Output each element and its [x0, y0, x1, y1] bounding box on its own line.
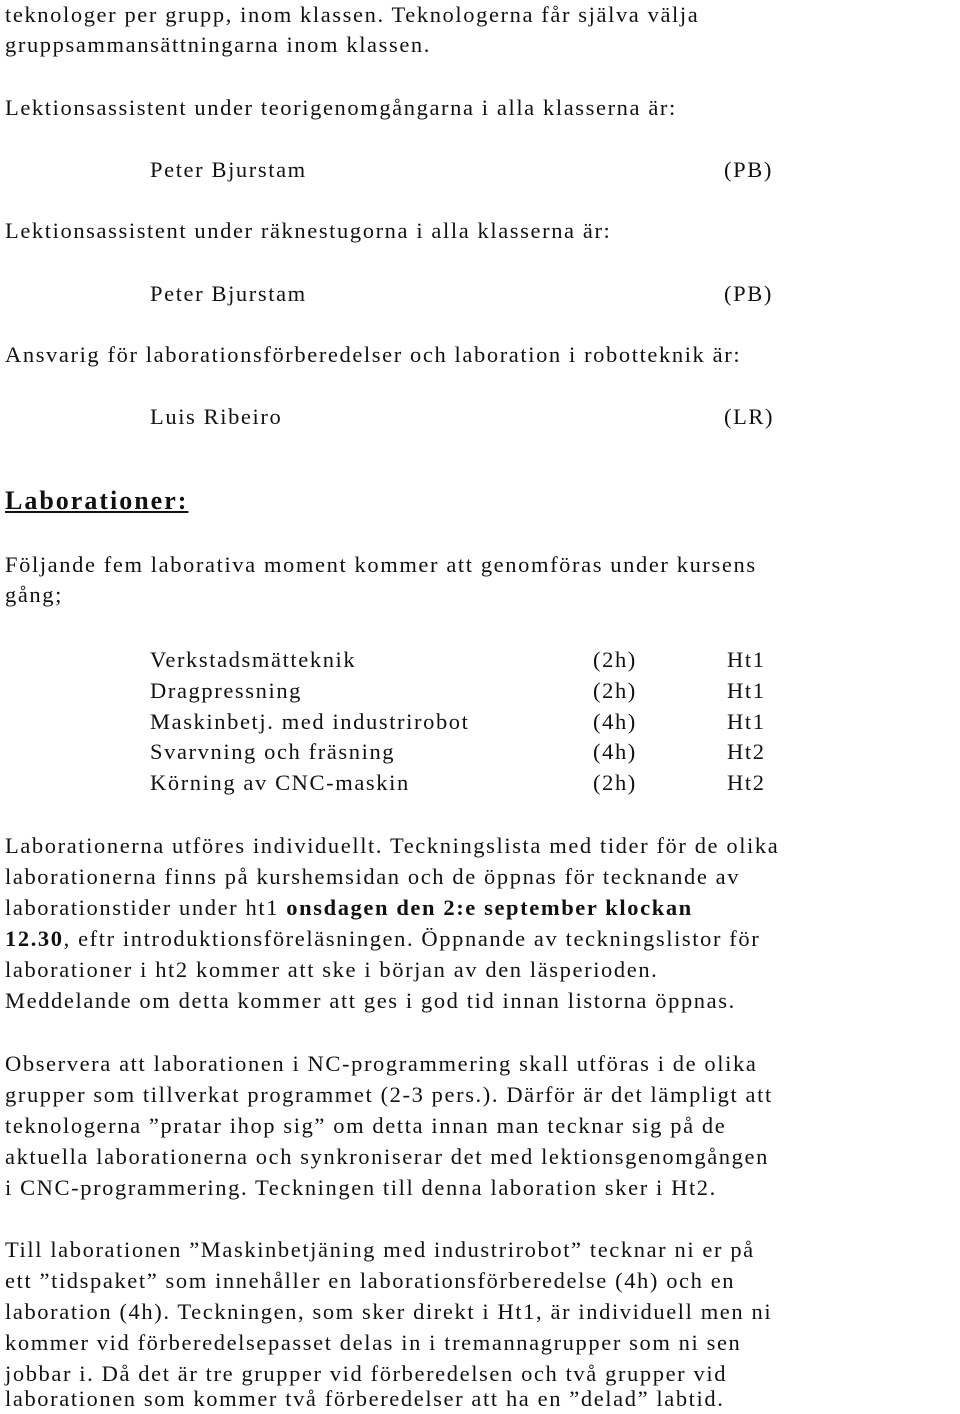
- assistant-name-exercises: Peter Bjurstam: [150, 281, 307, 306]
- assistant-name-robotics: Luis Ribeiro: [150, 404, 283, 429]
- lab-name: Dragpressning: [150, 678, 303, 703]
- lab-hours: (2h): [593, 770, 637, 795]
- labs-heading: Laborationer:: [5, 486, 189, 515]
- para2-line-4: aktuella laborationerna och synkroniserar det med lektionsgenomgången: [5, 1144, 769, 1169]
- lab-name: Svarvning och fräsning: [150, 739, 396, 764]
- para2-line-1: Observera att laborationen i NC-programmering skall utföras i de olika: [5, 1051, 758, 1076]
- lab-period: Ht2: [727, 739, 766, 764]
- lab-period: Ht1: [727, 678, 766, 703]
- para1-line-3-text: laborationstider under ht1: [5, 895, 287, 920]
- assistant-abbr-exercises: (PB): [724, 281, 773, 306]
- list-item: [150, 737, 960, 767]
- signup-date-bold: onsdagen den 2:e september klockan: [286, 895, 693, 920]
- assistant-abbr-robotics: (LR): [724, 404, 775, 429]
- lab-name: Verkstadsmätteknik: [150, 647, 357, 672]
- para3-line-1: Till laborationen ”Maskinbetjäning med industrirobot” tecknar ni er på: [5, 1237, 755, 1262]
- lab-hours: (4h): [593, 739, 637, 764]
- intro-line-2: gruppsammansättningarna inom klassen.: [5, 32, 432, 57]
- para1-line-5: laborationer i ht2 kommer att ske i början av den läsperioden.: [5, 957, 659, 982]
- lab-hours: (4h): [593, 709, 637, 734]
- list-item: [150, 645, 960, 675]
- para2-line-5: i CNC-programmering. Teckningen till denna laboration sker i Ht2.: [5, 1175, 717, 1200]
- para2-line-2: grupper som tillverkat programmet (2-3 pers.). Därför är det lämpligt att: [5, 1082, 773, 1107]
- lab-period: Ht1: [727, 709, 766, 734]
- list-item: [150, 676, 960, 706]
- lab-period: Ht2: [727, 770, 766, 795]
- para1-line-4-text: , eftr introduktionsföreläsningen. Öppnande av teckningslistor för: [63, 926, 761, 951]
- assistant-label-robotics: Ansvarig för laborationsförberedelser och laboration i robotteknik är:: [5, 342, 742, 367]
- para1-line-3: [5, 893, 693, 923]
- para1-line-4: [5, 924, 760, 954]
- list-item: [150, 768, 960, 798]
- para3-line-2: ett ”tidspaket” som innehåller en laborationsförberedelse (4h) och en: [5, 1268, 736, 1293]
- lab-hours: (2h): [593, 678, 637, 703]
- intro-line-1: teknologer per grupp, inom klassen. Teknologerna får själva välja: [5, 2, 700, 27]
- para2-line-3: teknologerna ”pratar ihop sig” om detta innan man tecknar sig på de: [5, 1113, 727, 1138]
- lab-name: Körning av CNC-maskin: [150, 770, 410, 795]
- para3-line-4: kommer vid förberedelsepasset delas in i tremannagrupper som ni sen: [5, 1330, 742, 1355]
- assistant-name-theory: Peter Bjurstam: [150, 157, 307, 182]
- labs-intro-line-1: Följande fem laborativa moment kommer att genomföras under kursens: [5, 552, 757, 577]
- signup-time-bold: 12.30: [5, 926, 64, 951]
- para1-line-6: Meddelande om detta kommer att ges i god tid innan listorna öppnas.: [5, 988, 736, 1013]
- para3-line-5: jobbar i. Då det är tre grupper vid förberedelsen och två grupper vid: [5, 1361, 728, 1386]
- assistant-abbr-theory: (PB): [724, 157, 773, 182]
- assistant-label-theory: Lektionsassistent under teorigenomgångarna i alla klasserna är:: [5, 95, 677, 120]
- lab-hours: (2h): [593, 647, 637, 672]
- labs-intro-line-2: gång;: [5, 582, 63, 607]
- lab-period: Ht1: [727, 647, 766, 672]
- list-item: [150, 707, 960, 737]
- para1-line-2: laborationerna finns på kurshemsidan och de öppnas för tecknande av: [5, 864, 741, 889]
- lab-name: Maskinbetj. med industrirobot: [150, 709, 470, 734]
- para3-line-6: laborationen som kommer två förberedelser att ha en ”delad” labtid.: [5, 1386, 725, 1411]
- para3-line-3: laboration (4h). Teckningen, som sker direkt i Ht1, är individuell men ni: [5, 1299, 773, 1324]
- para1-line-1: Laborationerna utföres individuellt. Teckningslista med tider för de olika: [5, 833, 780, 858]
- assistant-label-exercises: Lektionsassistent under räknestugorna i alla klasserna är:: [5, 218, 612, 243]
